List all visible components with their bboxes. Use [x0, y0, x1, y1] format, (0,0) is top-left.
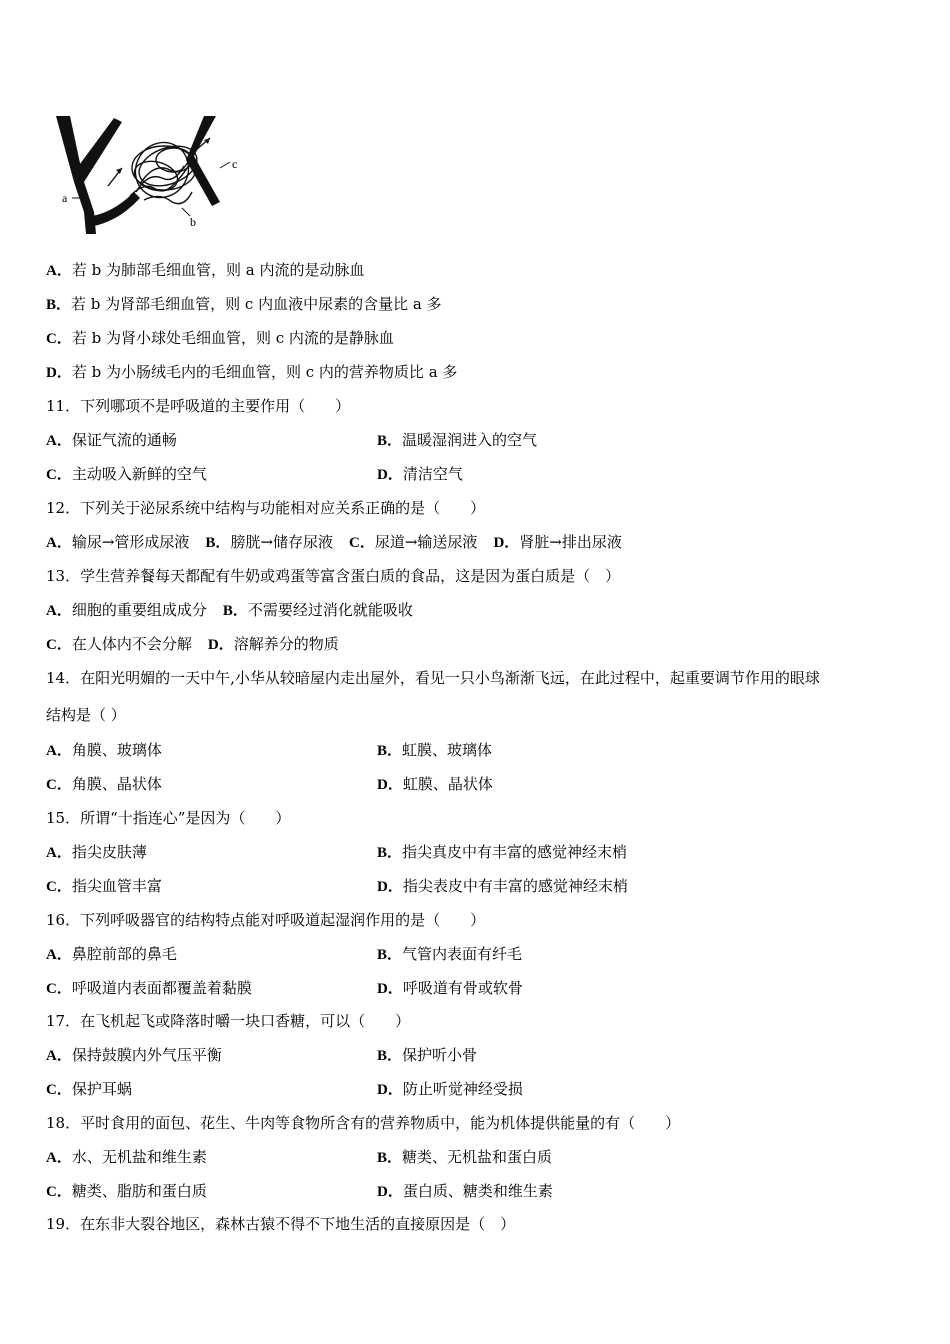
vessel-branch-shape — [74, 118, 122, 182]
option-text: 输尿→管形成尿液 — [71, 533, 190, 551]
option-text: 溶解养分的物质 — [233, 635, 339, 653]
option-label: C． — [46, 879, 72, 895]
q13-option-b — [223, 601, 413, 619]
option-label: A． — [46, 1048, 72, 1064]
option-label: B． — [377, 743, 403, 759]
q18-option-a — [46, 1146, 207, 1169]
q10-option-c — [46, 327, 394, 350]
option-label: B． — [377, 845, 403, 861]
q12-option-a — [46, 533, 189, 551]
option-label: C． — [46, 1184, 72, 1200]
q15-option-b — [377, 841, 627, 864]
q18-stem: 18．平时食用的面包、花生、牛肉等食物所含有的营养物质中，能为机体提供能量的有（ ） — [46, 1114, 681, 1132]
q13-option-d — [208, 635, 339, 653]
option-label: A． — [46, 535, 72, 551]
q12-stem: 12．下列关于泌尿系统中结构与功能相对应关系正确的是（ ） — [46, 499, 486, 517]
option-label: D． — [377, 777, 403, 793]
option-text: 角膜、玻璃体 — [71, 741, 162, 759]
option-label: D． — [377, 1184, 403, 1200]
option-text: 指尖真皮中有丰富的感觉神经末梢 — [402, 843, 628, 861]
option-label: D． — [377, 467, 403, 483]
q13-stem: 13．学生营养餐每天都配有牛奶或鸡蛋等富含蛋白质的食品，这是因为蛋白质是（ ） — [46, 567, 621, 585]
option-label: B． — [377, 1048, 403, 1064]
option-label: D． — [377, 1082, 403, 1098]
option-label: B． — [205, 535, 231, 551]
option-text: 温暖湿润进入的空气 — [402, 431, 538, 449]
option-text: 主动吸入新鲜的空气 — [71, 465, 207, 483]
q15-stem: 15．所谓“十指连心”是因为（ ） — [46, 809, 291, 827]
option-text: 若 b 为小肠绒毛内的毛细血管，则 c 内的营养物质比 a 多 — [71, 363, 458, 381]
capillary-diagram-svg — [44, 112, 254, 238]
q15-option-d — [377, 875, 628, 898]
option-text: 若 b 为肾部毛细血管，则 c 内血液中尿素的含量比 a 多 — [71, 295, 442, 313]
option-text: 尿道→输送尿液 — [374, 533, 478, 551]
option-text: 指尖血管丰富 — [71, 877, 162, 895]
option-label: D． — [377, 879, 403, 895]
q10-option-d — [46, 361, 457, 384]
vessel-a-shape — [56, 116, 96, 234]
label-c: c — [232, 157, 238, 171]
q13-options-row-1 — [46, 599, 413, 622]
option-text: 清洁空气 — [402, 465, 463, 483]
option-text: 不需要经过消化就能吸收 — [247, 601, 413, 619]
q13-options-row-2 — [46, 633, 339, 656]
option-text: 鼻腔前部的鼻毛 — [71, 945, 177, 963]
q17-option-c — [46, 1078, 132, 1101]
option-text: 呼吸道内表面都覆盖着黏膜 — [71, 979, 252, 997]
option-text: 若 b 为肺部毛细血管，则 a 内流的是动脉血 — [71, 261, 365, 279]
q11-option-a — [46, 429, 177, 452]
q12-option-c — [349, 533, 477, 551]
q18-option-d — [377, 1180, 553, 1203]
q15-option-c — [46, 875, 162, 898]
capillary-diagram — [44, 112, 254, 238]
q16-option-c — [46, 977, 252, 1000]
q14-stem-line-1: 14．在阳光明媚的一天中午,小华从较暗屋内走出屋外，看见一只小鸟渐渐飞远，在此过程中，起重要调节作用的眼球 — [46, 669, 820, 687]
option-text: 虹膜、玻璃体 — [402, 741, 493, 759]
arrow-up-left-head — [116, 168, 122, 174]
option-text: 保持鼓膜内外气压平衡 — [71, 1046, 222, 1064]
option-label: C． — [46, 637, 72, 653]
vessel-feeder-shape — [92, 192, 140, 226]
option-label: D． — [377, 981, 403, 997]
q11-option-d — [377, 463, 463, 486]
option-text: 防止听觉神经受损 — [402, 1080, 523, 1098]
option-label: B． — [377, 1150, 403, 1166]
q12-option-b — [205, 533, 333, 551]
q19-stem: 19．在东非大裂谷地区，森林古猿不得不下地生活的直接原因是（ ） — [46, 1215, 516, 1233]
option-label: B． — [377, 947, 403, 963]
q14-option-b — [377, 739, 492, 762]
q10-option-b — [46, 293, 442, 316]
option-label: B． — [377, 433, 403, 449]
option-label: A． — [46, 947, 72, 963]
q11-option-c — [46, 463, 207, 486]
q14-option-d — [377, 773, 493, 796]
option-text: 细胞的重要组成成分 — [71, 601, 207, 619]
option-label: C． — [349, 535, 375, 551]
option-text: 保证气流的通畅 — [71, 431, 177, 449]
option-text: 若 b 为肾小球处毛细血管，则 c 内流的是静脉血 — [71, 329, 394, 347]
q12-options-row — [46, 531, 622, 554]
option-label: A． — [46, 603, 72, 619]
option-text: 蛋白质、糖类和维生素 — [402, 1182, 553, 1200]
q16-option-a — [46, 943, 177, 966]
label-line-c — [220, 162, 230, 168]
option-text: 保护听小骨 — [402, 1046, 478, 1064]
q17-option-b — [377, 1044, 477, 1067]
option-label: D． — [46, 365, 72, 381]
option-text: 糖类、脂肪和蛋白质 — [71, 1182, 207, 1200]
option-text: 糖类、无机盐和蛋白质 — [402, 1148, 553, 1166]
q17-stem: 17．在飞机起飞或降落时嚼一块口香糖，可以（ ） — [46, 1012, 411, 1030]
q11-option-b — [377, 429, 537, 452]
option-label: A． — [46, 433, 72, 449]
q16-option-d — [377, 977, 523, 1000]
q14-option-c — [46, 773, 162, 796]
q11-stem: 11．下列哪项不是呼吸道的主要作用（ ） — [46, 397, 351, 415]
option-text: 在人体内不会分解 — [71, 635, 192, 653]
option-text: 水、无机盐和维生素 — [71, 1148, 207, 1166]
q16-option-b — [377, 943, 522, 966]
option-text: 保护耳蜗 — [71, 1080, 132, 1098]
q14-stem-line-2: 结构是（ ） — [46, 706, 126, 724]
q18-option-b — [377, 1146, 552, 1169]
option-label: A． — [46, 743, 72, 759]
q16-stem: 16．下列呼吸器官的结构特点能对呼吸道起湿润作用的是（ ） — [46, 911, 486, 929]
q13-option-c — [46, 635, 192, 653]
option-label: B． — [222, 603, 248, 619]
option-label: A． — [46, 845, 72, 861]
q18-option-c — [46, 1180, 207, 1203]
label-b: b — [190, 215, 196, 229]
q12-option-d — [493, 533, 621, 551]
option-label: C． — [46, 777, 72, 793]
option-label: B． — [46, 297, 72, 313]
option-label: C． — [46, 467, 72, 483]
option-text: 膀胱→储存尿液 — [230, 533, 334, 551]
option-text: 指尖表皮中有丰富的感觉神经末梢 — [402, 877, 628, 895]
q17-option-d — [377, 1078, 523, 1101]
option-label: C． — [46, 981, 72, 997]
option-label: A． — [46, 263, 72, 279]
option-text: 虹膜、晶状体 — [402, 775, 493, 793]
option-text: 角膜、晶状体 — [71, 775, 162, 793]
q10-option-a — [46, 259, 364, 282]
q13-option-a — [46, 601, 207, 619]
q17-option-a — [46, 1044, 222, 1067]
option-text: 气管内表面有纤毛 — [402, 945, 523, 963]
option-label: A． — [46, 1150, 72, 1166]
label-line-b — [182, 208, 190, 216]
q15-option-a — [46, 841, 147, 864]
option-label: D． — [493, 535, 520, 551]
option-text: 呼吸道有骨或软骨 — [402, 979, 523, 997]
option-text: 指尖皮肤薄 — [71, 843, 147, 861]
option-label: D． — [207, 637, 234, 653]
option-label: C． — [46, 331, 72, 347]
option-label: C． — [46, 1082, 72, 1098]
q14-option-a — [46, 739, 162, 762]
option-text: 肾脏→排出尿液 — [519, 533, 622, 551]
label-a: a — [62, 191, 68, 205]
